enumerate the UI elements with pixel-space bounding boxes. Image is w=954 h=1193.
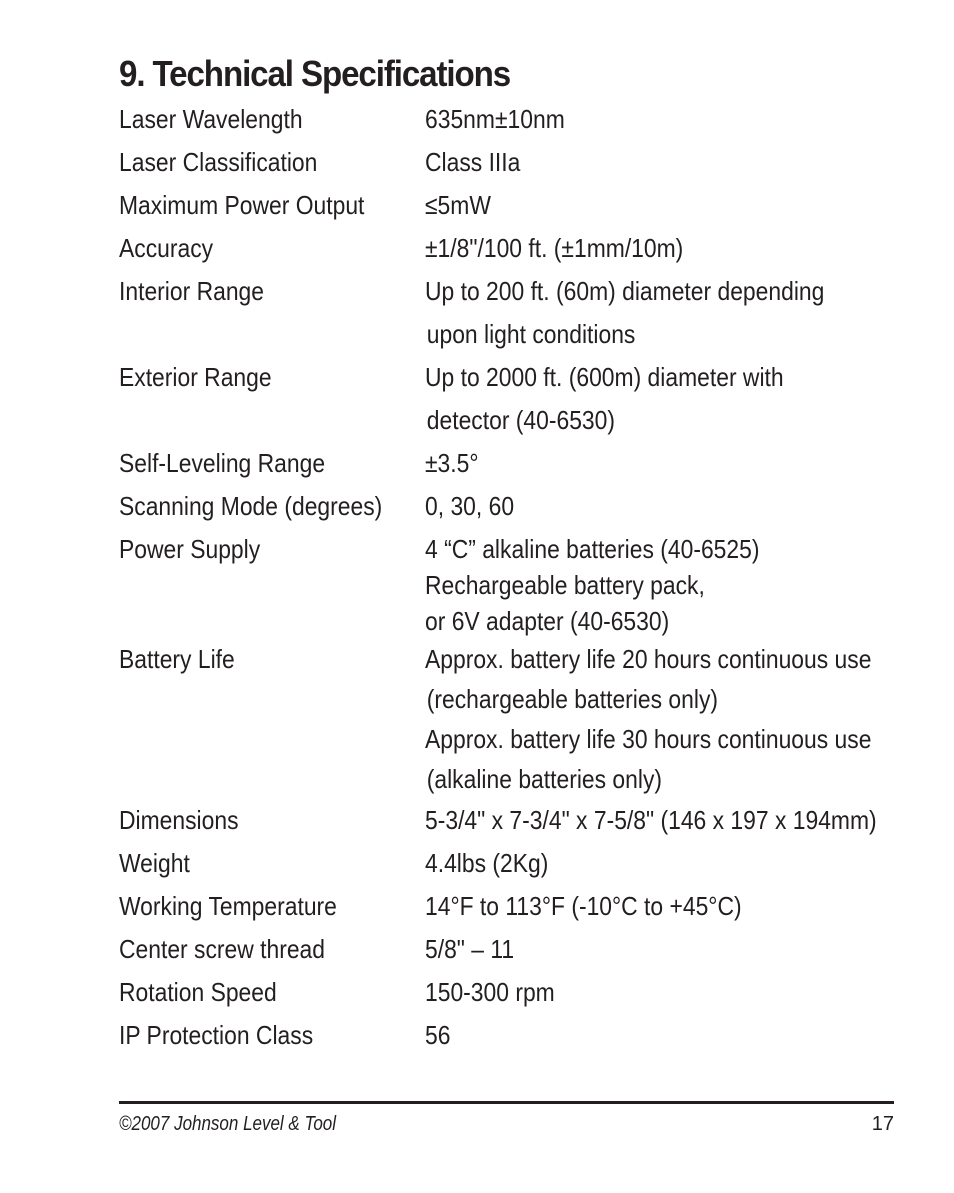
- spec-value-line: Rechargeable battery pack,: [425, 570, 705, 600]
- spec-value-line: ±1/8"/100 ft. (±1mm/10m): [425, 233, 684, 263]
- spec-label: Scanning Mode (degrees): [119, 491, 383, 521]
- spec-value-line: Approx. battery life 30 hours continuous use: [425, 724, 872, 754]
- spec-value-line: 4.4lbs (2Kg): [425, 848, 549, 878]
- spec-value-line: 14°F to 113°F (-10°C to +45°C): [425, 891, 742, 921]
- spec-value-line: 4 “C” alkaline batteries (40-6525): [425, 534, 760, 564]
- spec-label: Rotation Speed: [119, 977, 277, 1007]
- page-title: 9. Technical Specifications: [119, 53, 511, 94]
- spec-label: Exterior Range: [119, 362, 272, 392]
- spec-value-line: 150-300 rpm: [425, 977, 555, 1007]
- spec-row: [119, 842, 894, 885]
- spec-value: [425, 842, 894, 885]
- spec-row: [119, 98, 894, 141]
- spec-label: Interior Range: [119, 276, 264, 306]
- spec-row: [119, 270, 894, 356]
- spec-value-line: 635nm±10nm: [425, 104, 565, 134]
- page-number: 17: [871, 1113, 894, 1135]
- spec-value: [425, 639, 932, 799]
- spec-label: Maximum Power Output: [119, 190, 365, 220]
- spec-value-line: detector (40-6530): [426, 405, 615, 435]
- spec-label: Dimensions: [119, 805, 239, 835]
- spec-label: Power Supply: [119, 534, 261, 564]
- spec-page: [119, 52, 894, 1057]
- spec-row: [119, 442, 894, 485]
- spec-row: [119, 141, 894, 184]
- spec-value-line: ≤5mW: [425, 190, 491, 220]
- spec-value: [425, 971, 894, 1014]
- spec-value-line: 56: [425, 1020, 451, 1050]
- spec-value: [425, 799, 938, 842]
- spec-row: [119, 971, 894, 1014]
- spec-value: [425, 356, 894, 442]
- spec-value-line: Up to 200 ft. (60m) diameter depending: [425, 276, 825, 306]
- spec-value-line: Up to 2000 ft. (600m) diameter with: [425, 362, 784, 392]
- spec-row: [119, 528, 894, 639]
- spec-value-line: 5-3/4" x 7-3/4" x 7-5/8" (146 x 197 x 194mm): [425, 805, 877, 835]
- spec-value: [425, 928, 894, 971]
- spec-value: [425, 485, 894, 528]
- spec-row: [119, 184, 894, 227]
- spec-label: Weight: [119, 848, 190, 878]
- spec-value: [425, 227, 894, 270]
- spec-row: [119, 1014, 894, 1057]
- spec-label: IP Protection Class: [119, 1020, 314, 1050]
- spec-label: Laser Wavelength: [119, 104, 303, 134]
- spec-value: [425, 1014, 894, 1057]
- footer-rule: [119, 1101, 894, 1104]
- spec-row: [119, 928, 894, 971]
- spec-value: [425, 270, 894, 356]
- spec-row: [119, 885, 894, 928]
- spec-value-line: ±3.5°: [425, 448, 479, 478]
- spec-row: [119, 356, 894, 442]
- spec-value: [425, 98, 894, 141]
- spec-value: [425, 184, 894, 227]
- spec-row: [119, 227, 894, 270]
- spec-value-line: 5/8" – 11: [425, 934, 515, 964]
- spec-label: Laser Classification: [119, 147, 318, 177]
- spec-row: [119, 799, 894, 842]
- spec-value: [425, 442, 894, 485]
- spec-value: [425, 141, 894, 184]
- spec-value: [425, 885, 894, 928]
- footer-copyright: ©2007 Johnson Level & Tool: [119, 1113, 337, 1135]
- spec-value-line: Approx. battery life 20 hours continuous use: [425, 644, 872, 674]
- spec-label: Accuracy: [119, 233, 214, 263]
- spec-value-line: (alkaline batteries only): [426, 764, 663, 794]
- spec-value-line: upon light conditions: [426, 319, 636, 349]
- spec-value: [425, 531, 894, 639]
- spec-value-line: 0, 30, 60: [425, 491, 515, 521]
- spec-row: [119, 639, 894, 799]
- spec-row: [119, 485, 894, 528]
- spec-label: Battery Life: [119, 644, 235, 674]
- spec-label: Self-Leveling Range: [119, 448, 326, 478]
- spec-value-line: Class IIIa: [425, 147, 521, 177]
- spec-value-line: or 6V adapter (40-6530): [425, 606, 670, 636]
- spec-label: Center screw thread: [119, 934, 326, 964]
- spec-value-line: (rechargeable batteries only): [426, 684, 719, 714]
- spec-label: Working Temperature: [119, 891, 337, 921]
